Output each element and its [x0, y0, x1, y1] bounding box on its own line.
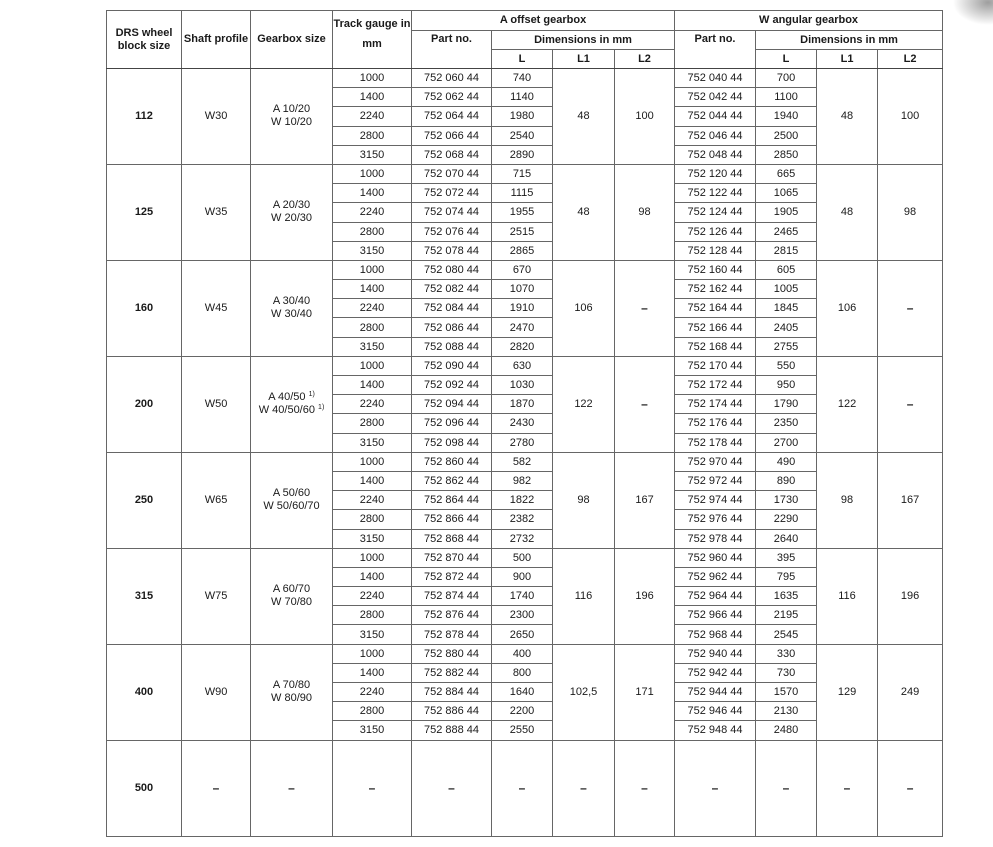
- a-dimension-l: 582: [492, 452, 553, 471]
- w-part-no: 752 978 44: [675, 529, 756, 548]
- track-gauge: 2240: [333, 203, 412, 222]
- a-part-no: 752 874 44: [412, 587, 492, 606]
- a-dimension-l: 2780: [492, 433, 553, 452]
- w-dimension-l1: 48: [817, 69, 878, 165]
- a-part-no: 752 866 44: [412, 510, 492, 529]
- wheel-block-size: 200: [107, 356, 182, 452]
- track-gauge: 1400: [333, 184, 412, 203]
- gearbox-size-line: [251, 116, 332, 129]
- track-gauge: 2800: [333, 510, 412, 529]
- a-part-no: 752 886 44: [412, 702, 492, 721]
- w-part-no: 752 962 44: [675, 567, 756, 586]
- gearbox-size-text: A 20/30: [272, 199, 311, 212]
- w-dimension-l: 2350: [756, 414, 817, 433]
- a-part-no: 752 888 44: [412, 721, 492, 740]
- w-dimension-l: 1065: [756, 184, 817, 203]
- table-row: [107, 548, 943, 567]
- a-part-no: 752 096 44: [412, 414, 492, 433]
- a-part-no: 752 878 44: [412, 625, 492, 644]
- gearbox-size-line: [251, 103, 332, 116]
- a-dimension-l: 2650: [492, 625, 553, 644]
- gearbox-size-line: [251, 391, 332, 404]
- w-part-no: 752 042 44: [675, 88, 756, 107]
- gearbox-size: [251, 548, 333, 644]
- a-dimension-l: 400: [492, 644, 553, 663]
- track-gauge: 2800: [333, 222, 412, 241]
- track-gauge: 1000: [333, 69, 412, 88]
- a-part-no: 752 080 44: [412, 260, 492, 279]
- w-part-no: –: [675, 740, 756, 836]
- a-dimension-l: 1115: [492, 184, 553, 203]
- gearbox-size-text: W 70/80: [271, 596, 312, 609]
- a-dimension-l: 630: [492, 356, 553, 375]
- w-dimension-l1: 106: [817, 260, 878, 356]
- track-gauge: 2240: [333, 107, 412, 126]
- wheel-block-size: 125: [107, 164, 182, 260]
- w-dimension-l: 2815: [756, 241, 817, 260]
- track-gauge: 3150: [333, 433, 412, 452]
- w-dimension-l: 1570: [756, 683, 817, 702]
- gearbox-size: [251, 356, 333, 452]
- track-gauge: 1000: [333, 260, 412, 279]
- gearbox-size-text: W 30/40: [271, 308, 312, 321]
- a-part-no: 752 876 44: [412, 606, 492, 625]
- w-dimension-l: 1635: [756, 587, 817, 606]
- a-part-no: 752 064 44: [412, 107, 492, 126]
- a-dimension-l: 740: [492, 69, 553, 88]
- track-gauge: 1000: [333, 644, 412, 663]
- w-part-no: 752 940 44: [675, 644, 756, 663]
- header-track-gauge: Track gauge in mm: [333, 11, 412, 69]
- a-dimension-l: 900: [492, 567, 553, 586]
- w-part-no: 752 162 44: [675, 280, 756, 299]
- w-part-no: 752 124 44: [675, 203, 756, 222]
- gearbox-size-text: W 20/30: [271, 212, 312, 225]
- w-part-no: 752 172 44: [675, 376, 756, 395]
- track-gauge: 1400: [333, 88, 412, 107]
- w-dimension-l: 1845: [756, 299, 817, 318]
- w-dimension-l: 2500: [756, 126, 817, 145]
- a-dimension-l1: 98: [553, 452, 615, 548]
- header-a-part-no: Part no.: [412, 31, 492, 69]
- w-part-no: 752 976 44: [675, 510, 756, 529]
- gearbox-size-text: A 50/60: [272, 487, 311, 500]
- gearbox-size-line: [251, 679, 332, 692]
- w-dimension-l: 1730: [756, 491, 817, 510]
- w-dimension-l2: –: [878, 260, 943, 356]
- w-dimension-l: 890: [756, 471, 817, 490]
- gearbox-size-line: [251, 583, 332, 596]
- gearbox-size-line: [251, 487, 332, 500]
- a-part-no: 752 872 44: [412, 567, 492, 586]
- a-part-no: 752 066 44: [412, 126, 492, 145]
- w-part-no: 752 174 44: [675, 395, 756, 414]
- w-dimension-l: 330: [756, 644, 817, 663]
- a-part-no: 752 884 44: [412, 683, 492, 702]
- header-shaft-profile: Shaft profile: [182, 11, 251, 69]
- w-dimension-l: 700: [756, 69, 817, 88]
- track-gauge: –: [333, 740, 412, 836]
- a-part-no: 752 060 44: [412, 69, 492, 88]
- a-dimension-l: 2470: [492, 318, 553, 337]
- a-dimension-l1: 106: [553, 260, 615, 356]
- track-gauge: 2240: [333, 587, 412, 606]
- header-a-offset-gearbox: A offset gearbox: [412, 11, 675, 31]
- gearbox-size-line: [251, 308, 332, 321]
- w-dimension-l: 550: [756, 356, 817, 375]
- w-dimension-l: 2640: [756, 529, 817, 548]
- a-part-no: 752 084 44: [412, 299, 492, 318]
- header-a-dimensions: Dimensions in mm: [492, 31, 675, 50]
- track-gauge: 1000: [333, 356, 412, 375]
- w-part-no: 752 968 44: [675, 625, 756, 644]
- gearbox-size-text: A 30/40: [272, 295, 311, 308]
- header-wheel-block-size: DRS wheel block size: [107, 11, 182, 69]
- track-gauge: 2800: [333, 414, 412, 433]
- a-dimension-l: 1070: [492, 280, 553, 299]
- w-part-no: 752 040 44: [675, 69, 756, 88]
- gearbox-size-text: W 80/90: [271, 692, 312, 705]
- w-dimension-l: 2700: [756, 433, 817, 452]
- a-part-no: –: [412, 740, 492, 836]
- track-gauge: 1400: [333, 376, 412, 395]
- w-dimension-l1: –: [817, 740, 878, 836]
- w-dimension-l: 2755: [756, 337, 817, 356]
- track-gauge: 1000: [333, 452, 412, 471]
- a-part-no: 752 094 44: [412, 395, 492, 414]
- w-part-no: 752 126 44: [675, 222, 756, 241]
- table-row: [107, 356, 943, 375]
- a-part-no: 752 868 44: [412, 529, 492, 548]
- w-dimension-l: 2545: [756, 625, 817, 644]
- a-dimension-l: 2820: [492, 337, 553, 356]
- w-dimension-l: 490: [756, 452, 817, 471]
- track-gauge: 1000: [333, 548, 412, 567]
- w-part-no: 752 944 44: [675, 683, 756, 702]
- gearbox-size-line: [251, 212, 332, 225]
- a-part-no: 752 870 44: [412, 548, 492, 567]
- track-gauge: 2240: [333, 491, 412, 510]
- a-part-no: 752 882 44: [412, 663, 492, 682]
- a-part-no: 752 862 44: [412, 471, 492, 490]
- header-w-dimensions: Dimensions in mm: [756, 31, 943, 50]
- a-dimension-l: 2300: [492, 606, 553, 625]
- gearbox-size-text: A 40/50: [268, 391, 306, 404]
- wheel-block-size: 315: [107, 548, 182, 644]
- a-dimension-l: 2515: [492, 222, 553, 241]
- gearbox-size-text: W 40/50/60: [258, 404, 315, 417]
- a-dimension-l: 1870: [492, 395, 553, 414]
- table-row: [107, 69, 943, 88]
- a-dimension-l: 982: [492, 471, 553, 490]
- w-dimension-l2: 100: [878, 69, 943, 165]
- a-dimension-l1: 116: [553, 548, 615, 644]
- wheel-block-size: 400: [107, 644, 182, 740]
- wheel-block-size: 160: [107, 260, 182, 356]
- a-dimension-l2: –: [615, 260, 675, 356]
- track-gauge: 2240: [333, 299, 412, 318]
- w-dimension-l: 1005: [756, 280, 817, 299]
- track-gauge: 1400: [333, 280, 412, 299]
- gearbox-size: –: [251, 740, 333, 836]
- a-part-no: 752 078 44: [412, 241, 492, 260]
- table-row: [107, 164, 943, 183]
- a-dimension-l1: 48: [553, 164, 615, 260]
- wheel-block-size: 250: [107, 452, 182, 548]
- a-part-no: 752 098 44: [412, 433, 492, 452]
- a-part-no: 752 082 44: [412, 280, 492, 299]
- w-dimension-l: 395: [756, 548, 817, 567]
- a-dimension-l: 1640: [492, 683, 553, 702]
- track-gauge: 1400: [333, 567, 412, 586]
- gearbox-size-line: [251, 500, 332, 513]
- w-part-no: 752 044 44: [675, 107, 756, 126]
- track-gauge: 3150: [333, 337, 412, 356]
- a-dimension-l: 2540: [492, 126, 553, 145]
- w-dimension-l2: –: [878, 740, 943, 836]
- a-dimension-l2: –: [615, 356, 675, 452]
- track-gauge: 3150: [333, 529, 412, 548]
- w-dimension-l: 2405: [756, 318, 817, 337]
- table-row: [107, 740, 943, 836]
- w-dimension-l: 2480: [756, 721, 817, 740]
- w-dimension-l: 665: [756, 164, 817, 183]
- w-part-no: 752 168 44: [675, 337, 756, 356]
- a-part-no: 752 072 44: [412, 184, 492, 203]
- w-dimension-l: 2290: [756, 510, 817, 529]
- a-dimension-l1: 48: [553, 69, 615, 165]
- w-part-no: 752 942 44: [675, 663, 756, 682]
- a-dimension-l: 800: [492, 663, 553, 682]
- w-part-no: 752 122 44: [675, 184, 756, 203]
- a-dimension-l: 2550: [492, 721, 553, 740]
- w-dimension-l: 795: [756, 567, 817, 586]
- w-part-no: 752 970 44: [675, 452, 756, 471]
- a-part-no: 752 090 44: [412, 356, 492, 375]
- track-gauge: 1400: [333, 471, 412, 490]
- a-dimension-l: 1140: [492, 88, 553, 107]
- header-a-l1: L1: [553, 50, 615, 69]
- a-part-no: 752 068 44: [412, 145, 492, 164]
- a-dimension-l: 2890: [492, 145, 553, 164]
- track-gauge: 3150: [333, 721, 412, 740]
- w-part-no: 752 160 44: [675, 260, 756, 279]
- track-gauge: 3150: [333, 625, 412, 644]
- track-gauge: 2800: [333, 318, 412, 337]
- w-dimension-l2: 196: [878, 548, 943, 644]
- track-gauge: 2800: [333, 606, 412, 625]
- a-part-no: 752 880 44: [412, 644, 492, 663]
- w-dimension-l2: 167: [878, 452, 943, 548]
- gearbox-size: [251, 69, 333, 165]
- gearbox-size-line: [251, 404, 332, 417]
- table-header: [107, 11, 943, 69]
- w-dimension-l: 1100: [756, 88, 817, 107]
- a-dimension-l: 500: [492, 548, 553, 567]
- a-dimension-l: 670: [492, 260, 553, 279]
- w-dimension-l: 950: [756, 376, 817, 395]
- wheel-block-size: 112: [107, 69, 182, 165]
- w-part-no: 752 966 44: [675, 606, 756, 625]
- w-part-no: 752 170 44: [675, 356, 756, 375]
- shaft-profile: W45: [182, 260, 251, 356]
- w-part-no: 752 120 44: [675, 164, 756, 183]
- a-dimension-l2: 100: [615, 69, 675, 165]
- w-part-no: 752 166 44: [675, 318, 756, 337]
- track-gauge: 1000: [333, 164, 412, 183]
- w-part-no: 752 972 44: [675, 471, 756, 490]
- w-dimension-l1: 98: [817, 452, 878, 548]
- wheel-block-size: 500: [107, 740, 182, 836]
- gearbox-size-line: [251, 295, 332, 308]
- track-gauge: 3150: [333, 241, 412, 260]
- w-dimension-l1: 122: [817, 356, 878, 452]
- a-part-no: 752 088 44: [412, 337, 492, 356]
- a-dimension-l: 1910: [492, 299, 553, 318]
- a-part-no: 752 860 44: [412, 452, 492, 471]
- track-gauge: 1400: [333, 663, 412, 682]
- track-gauge: 2800: [333, 126, 412, 145]
- w-dimension-l2: –: [878, 356, 943, 452]
- w-dimension-l1: 129: [817, 644, 878, 740]
- a-dimension-l1: –: [553, 740, 615, 836]
- w-dimension-l: 605: [756, 260, 817, 279]
- w-dimension-l: 2195: [756, 606, 817, 625]
- a-part-no: 752 070 44: [412, 164, 492, 183]
- table-row: [107, 452, 943, 471]
- a-dimension-l: 2430: [492, 414, 553, 433]
- gearbox-size: [251, 452, 333, 548]
- a-dimension-l: 1980: [492, 107, 553, 126]
- page-corner-shadow: [953, 0, 993, 25]
- a-part-no: 752 062 44: [412, 88, 492, 107]
- gearbox-size-line: [251, 199, 332, 212]
- a-dimension-l2: 98: [615, 164, 675, 260]
- a-dimension-l: 715: [492, 164, 553, 183]
- a-dimension-l: 1822: [492, 491, 553, 510]
- gearbox-size-text: W 50/60/70: [263, 500, 320, 513]
- a-part-no: 752 864 44: [412, 491, 492, 510]
- table-body: [107, 69, 943, 837]
- gearbox-size: [251, 164, 333, 260]
- a-dimension-l1: 102,5: [553, 644, 615, 740]
- w-part-no: 752 176 44: [675, 414, 756, 433]
- shaft-profile: W30: [182, 69, 251, 165]
- gearbox-size-text: A 70/80: [272, 679, 311, 692]
- a-part-no: 752 092 44: [412, 376, 492, 395]
- header-w-l: L: [756, 50, 817, 69]
- w-part-no: 752 960 44: [675, 548, 756, 567]
- w-dimension-l1: 116: [817, 548, 878, 644]
- w-dimension-l2: 249: [878, 644, 943, 740]
- shaft-profile: W65: [182, 452, 251, 548]
- w-part-no: 752 128 44: [675, 241, 756, 260]
- w-dimension-l: –: [756, 740, 817, 836]
- track-gauge: 2240: [333, 395, 412, 414]
- a-part-no: 752 074 44: [412, 203, 492, 222]
- w-dimension-l: 2850: [756, 145, 817, 164]
- header-a-l: L: [492, 50, 553, 69]
- a-dimension-l: 2200: [492, 702, 553, 721]
- a-part-no: 752 086 44: [412, 318, 492, 337]
- header-w-l1: L1: [817, 50, 878, 69]
- a-dimension-l: 2382: [492, 510, 553, 529]
- header-w-l2: L2: [878, 50, 943, 69]
- w-dimension-l: 1905: [756, 203, 817, 222]
- gearbox-size: [251, 644, 333, 740]
- w-part-no: 752 178 44: [675, 433, 756, 452]
- gearbox-size-text: A 60/70: [272, 583, 311, 596]
- a-part-no: 752 076 44: [412, 222, 492, 241]
- table-row: [107, 644, 943, 663]
- header-w-part-no: Part no.: [675, 31, 756, 69]
- w-dimension-l2: 98: [878, 164, 943, 260]
- gearbox-size-text: A 10/20: [272, 103, 311, 116]
- w-dimension-l: 2130: [756, 702, 817, 721]
- shaft-profile: W35: [182, 164, 251, 260]
- w-dimension-l: 2465: [756, 222, 817, 241]
- track-gauge: 2800: [333, 702, 412, 721]
- a-dimension-l: 1030: [492, 376, 553, 395]
- footnote-mark: 1): [308, 391, 315, 399]
- w-dimension-l: 730: [756, 663, 817, 682]
- gearbox-size-line: [251, 596, 332, 609]
- header-a-l2: L2: [615, 50, 675, 69]
- a-dimension-l1: 122: [553, 356, 615, 452]
- a-dimension-l: 2732: [492, 529, 553, 548]
- header-w-angular-gearbox: W angular gearbox: [675, 11, 943, 31]
- gearbox-size-text: W 10/20: [271, 116, 312, 129]
- w-part-no: 752 946 44: [675, 702, 756, 721]
- w-dimension-l: 1790: [756, 395, 817, 414]
- shaft-profile: W50: [182, 356, 251, 452]
- a-dimension-l: 2865: [492, 241, 553, 260]
- w-dimension-l: 1940: [756, 107, 817, 126]
- a-dimension-l: –: [492, 740, 553, 836]
- track-gauge: 2240: [333, 683, 412, 702]
- shaft-profile: W90: [182, 644, 251, 740]
- gearbox-size-line: [251, 692, 332, 705]
- shaft-profile: –: [182, 740, 251, 836]
- w-part-no: 752 974 44: [675, 491, 756, 510]
- w-part-no: 752 948 44: [675, 721, 756, 740]
- gearbox-size: [251, 260, 333, 356]
- gearbox-table: [106, 10, 943, 837]
- track-gauge: 3150: [333, 145, 412, 164]
- a-dimension-l2: 167: [615, 452, 675, 548]
- a-dimension-l: 1955: [492, 203, 553, 222]
- a-dimension-l2: –: [615, 740, 675, 836]
- header-gearbox-size: Gearbox size: [251, 11, 333, 69]
- footnote-mark: 1): [318, 404, 325, 412]
- a-dimension-l2: 171: [615, 644, 675, 740]
- shaft-profile: W75: [182, 548, 251, 644]
- a-dimension-l: 1740: [492, 587, 553, 606]
- w-part-no: 752 964 44: [675, 587, 756, 606]
- w-part-no: 752 164 44: [675, 299, 756, 318]
- w-part-no: 752 048 44: [675, 145, 756, 164]
- w-dimension-l1: 48: [817, 164, 878, 260]
- table-row: [107, 260, 943, 279]
- a-dimension-l2: 196: [615, 548, 675, 644]
- w-part-no: 752 046 44: [675, 126, 756, 145]
